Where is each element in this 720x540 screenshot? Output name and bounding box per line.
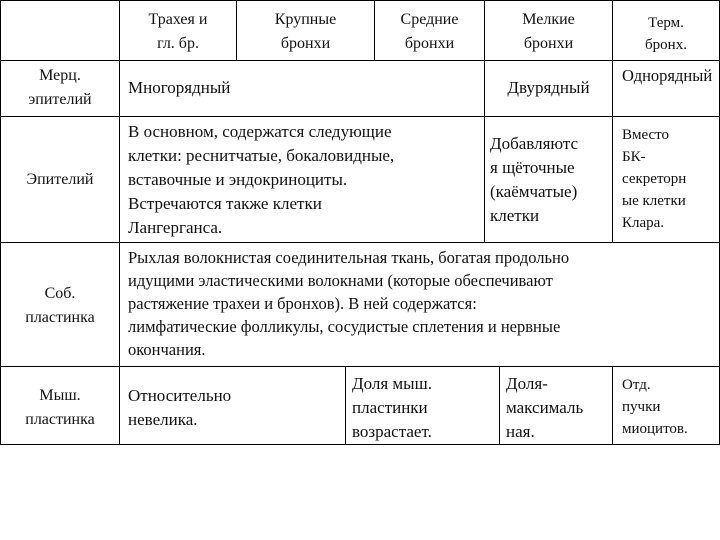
header-small-bronchi: Мелкие бронхи [522, 11, 575, 52]
row-label-epithelium: Эпителий [26, 171, 94, 188]
cell-connective-tissue: Рыхлая волокнистая соединительная ткань, богатая продольно идущими эластическими волокнами (которые обеспечивают растяжение трахеи и бронхов). В ней содержатся: лимфатические фолликулы, сосудистые сплетения и нервные окончания. [128, 248, 570, 359]
header-terminal-bronchioles: Терм. бронх. [645, 15, 687, 53]
row-label-lamina-propria: Соб. пластинка [25, 285, 95, 326]
cell-muscle-increase: Доля мыш. пластинки возрастает. [352, 374, 432, 441]
cell-two-row: Двурядный [507, 78, 590, 97]
cell-epithelium-cells: В основном, содержатся следующие клетки: реснитчатые, бокаловидные, вставочные и эндокриноциты. Встречаются также клетки Лангерганса. [128, 122, 395, 237]
cell-muscle-max: Доля- максималь ная. [506, 374, 584, 441]
cell-muscle-small: Относительно невелика. [128, 386, 232, 429]
row-label-muscular-lamina: Мыш. пластинка [25, 387, 95, 428]
col-divider [119, 0, 120, 445]
col-divider [499, 366, 500, 445]
cell-multirow: Многорядный [128, 78, 231, 97]
header-medium-bronchi: Средние бронхи [400, 11, 459, 52]
col-divider [612, 366, 613, 445]
row-divider [0, 242, 720, 243]
header-trachea: Трахея и гл. бр. [148, 11, 208, 52]
cell-brush-cells: Добавляютс я щёточные (каёмчатые) клетки [490, 134, 579, 225]
header-large-bronchi: Крупные бронхи [274, 11, 337, 52]
cell-muscle-bundles: Отд. пучки миоцитов. [622, 377, 688, 437]
cell-clara-cells: Вместо БК- секреторн ые клетки Клара. [622, 127, 687, 231]
col-divider [345, 366, 346, 445]
row-label-ciliated-epithelium: Мерц. эпителий [28, 67, 92, 108]
cell-single-row: Однорядный [622, 66, 713, 85]
